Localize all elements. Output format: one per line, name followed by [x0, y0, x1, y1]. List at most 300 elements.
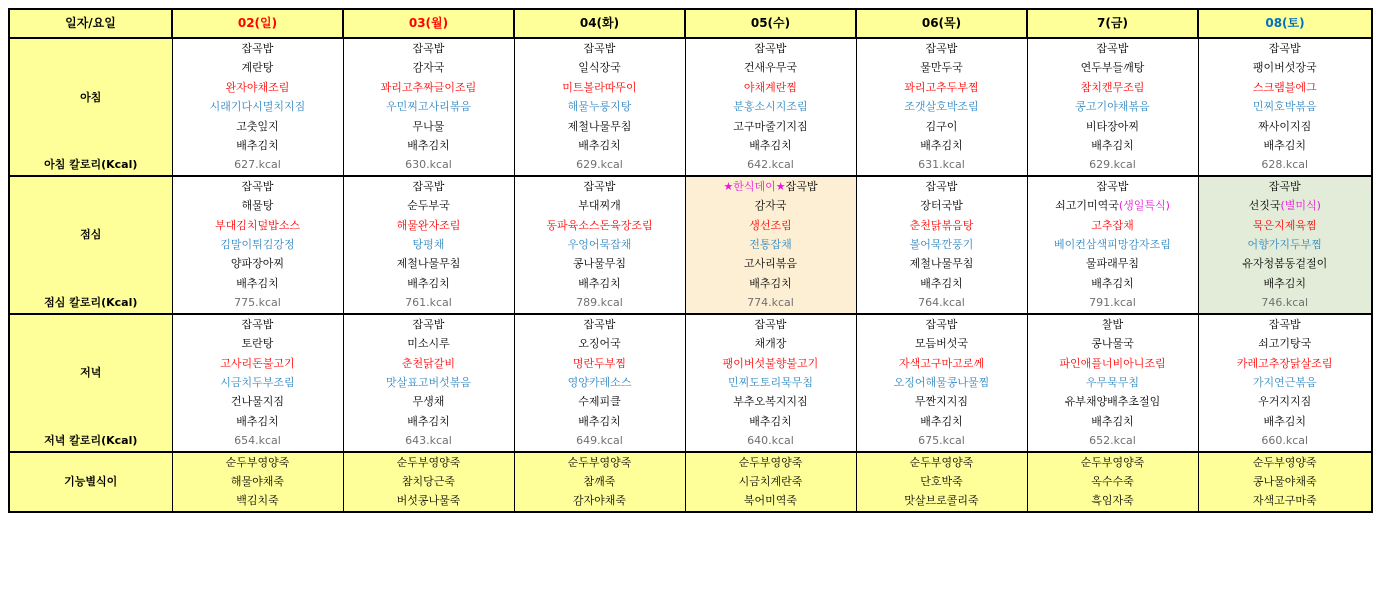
menu-item	[343, 97, 514, 116]
dinner-row	[9, 334, 1372, 353]
menu-item	[343, 38, 514, 58]
menu-item	[1198, 235, 1372, 254]
menu-item-text: 자색고구마고로께	[898, 356, 984, 370]
special-diet-item: 흑임자죽	[1027, 491, 1198, 511]
menu-item	[1027, 373, 1198, 392]
menu-item	[172, 117, 343, 136]
menu-item	[685, 392, 856, 411]
menu-item-text: 배추김치	[578, 276, 621, 290]
menu-item-text: 배추김치	[236, 139, 279, 153]
menu-item-text: 묵은지제육찜	[1252, 218, 1317, 232]
menu-item-text: 배추김치	[407, 139, 450, 153]
calorie-label: 점심 칼로리(Kcal)	[9, 293, 172, 313]
menu-item-text: 미소시루	[407, 337, 450, 351]
menu-item-text: 잡곡밥	[1096, 42, 1129, 55]
menu-item	[514, 117, 685, 136]
menu-item-text: 콩고기야채볶음	[1075, 100, 1150, 114]
special-diet-item: 콩나물야채죽	[1198, 472, 1372, 491]
menu-item-text: 베이컨삼색피망감자조림	[1054, 238, 1171, 252]
special-diet-item: 순두부영양죽	[343, 452, 514, 472]
menu-item-text: 고구마줄기지짐	[733, 119, 808, 133]
day-header: 03(월)	[343, 9, 514, 38]
menu-item	[514, 176, 685, 196]
menu-item	[1198, 412, 1372, 431]
menu-item	[343, 373, 514, 392]
menu-item	[343, 58, 514, 77]
menu-item-text: 양파장아찌	[230, 257, 285, 271]
menu-item	[856, 117, 1027, 136]
menu-item	[685, 354, 856, 373]
menu-item	[514, 235, 685, 254]
menu-item-text: 콩나물무침	[572, 257, 627, 271]
menu-item	[514, 354, 685, 373]
calorie-value: 642.kcal	[685, 155, 856, 175]
menu-item-suffix: 잡곡밥	[785, 179, 818, 193]
menu-item-text: 어향가지두부찜	[1247, 238, 1322, 252]
menu-item-text: 배추김치	[236, 276, 279, 290]
menu-item	[343, 314, 514, 334]
menu-item	[856, 196, 1027, 215]
menu-item	[1198, 373, 1372, 392]
special-diet-item: 해물야채죽	[172, 472, 343, 491]
menu-item-text: 잡곡밥	[925, 179, 958, 193]
menu-item	[1027, 97, 1198, 116]
menu-item-text: 오징어국	[578, 337, 621, 351]
menu-item-text: 배추김치	[407, 414, 450, 428]
menu-item-text: 김말이튀김강정	[220, 238, 295, 252]
calorie-value: 660.kcal	[1198, 431, 1372, 451]
calorie-label: 아침 칼로리(Kcal)	[9, 155, 172, 175]
dinner-row	[9, 412, 1372, 431]
menu-item-text: 민찌도토리묵무침	[727, 375, 813, 389]
day-header: 06(목)	[856, 9, 1027, 38]
breakfast-row	[9, 38, 1372, 58]
header-row	[9, 9, 1372, 38]
menu-item	[856, 314, 1027, 334]
menu-item-text: 잡곡밥	[241, 179, 274, 193]
menu-item-text: 고사리볶음	[743, 257, 798, 271]
menu-item	[172, 97, 343, 116]
menu-item-text: 우거지지짐	[1258, 395, 1312, 409]
menu-item	[1027, 196, 1198, 215]
menu-item	[172, 314, 343, 334]
menu-item-text: 부대김치덮밥소스	[214, 218, 300, 232]
breakfast-row	[9, 58, 1372, 77]
weekly-meal-table	[8, 8, 1373, 513]
day-header: 02(일)	[172, 9, 343, 38]
menu-item-text: 잡곡밥	[412, 42, 445, 55]
calorie-value: 628.kcal	[1198, 155, 1372, 175]
menu-item-suffix: (별미식)	[1280, 199, 1321, 213]
calorie-value: 746.kcal	[1198, 293, 1372, 313]
menu-item	[1027, 354, 1198, 373]
menu-item	[685, 373, 856, 392]
menu-item-text: 잡곡밥	[1268, 179, 1301, 193]
menu-item	[856, 38, 1027, 58]
menu-item	[343, 235, 514, 254]
menu-item-text: 영양카레소스	[567, 375, 632, 389]
menu-item-text: 민찌호박볶음	[1252, 100, 1317, 114]
menu-item	[514, 97, 685, 116]
lunch-row	[9, 254, 1372, 273]
menu-item-text: 우무묵무침	[1085, 375, 1140, 389]
calorie-value: 640.kcal	[685, 431, 856, 451]
menu-item-text: 일식장국	[578, 61, 621, 75]
special-diet-item: 참치당근죽	[343, 472, 514, 491]
menu-item	[685, 216, 856, 235]
menu-item	[685, 97, 856, 116]
menu-item-text: 잡곡밥	[412, 179, 445, 193]
menu-item-text: 제철나물무침	[909, 257, 974, 271]
menu-item-text: 탕평채	[412, 238, 445, 252]
menu-item	[1198, 78, 1372, 97]
menu-item	[1198, 136, 1372, 155]
calorie-value: 627.kcal	[172, 155, 343, 175]
menu-item-text: 잡곡밥	[1268, 317, 1301, 331]
calorie-value: 652.kcal	[1027, 431, 1198, 451]
menu-item-text: 잡곡밥	[1268, 42, 1301, 55]
menu-item-text: 고추잡채	[1091, 218, 1134, 232]
special-diet-item: 옥수수죽	[1027, 472, 1198, 491]
special-diet-item: 순두부영양죽	[172, 452, 343, 472]
menu-item-text: 배추김치	[407, 276, 450, 290]
menu-item	[1198, 354, 1372, 373]
menu-item	[1027, 254, 1198, 273]
menu-item	[685, 235, 856, 254]
menu-item	[685, 78, 856, 97]
menu-item	[1198, 58, 1372, 77]
calorie-value: 789.kcal	[514, 293, 685, 313]
menu-item	[856, 392, 1027, 411]
menu-item-text: 배추김치	[1263, 276, 1306, 290]
menu-item-text: 배추김치	[1091, 414, 1134, 428]
menu-item	[343, 78, 514, 97]
calorie-value: 654.kcal	[172, 431, 343, 451]
menu-item-text: 시래기다시멸치지짐	[209, 100, 306, 114]
menu-item-text: 배추김치	[749, 276, 792, 290]
breakfast-row	[9, 117, 1372, 136]
menu-item-text: 조갯살호박조림	[904, 100, 979, 114]
calorie-value: 649.kcal	[514, 431, 685, 451]
menu-item	[1027, 392, 1198, 411]
menu-item	[343, 412, 514, 431]
special-diet-item: 자색고구마죽	[1198, 491, 1372, 511]
menu-item	[514, 216, 685, 235]
menu-item	[685, 254, 856, 273]
special-diet-item: 참깨죽	[514, 472, 685, 491]
menu-item	[1198, 176, 1372, 196]
special-diet-row	[9, 472, 1372, 491]
calorie-value: 630.kcal	[343, 155, 514, 175]
menu-item-text: 짜사이지짐	[1258, 119, 1312, 133]
dinner-row	[9, 354, 1372, 373]
menu-item	[685, 334, 856, 353]
lunch-row	[9, 274, 1372, 293]
menu-item-text: 김구이	[925, 119, 958, 133]
menu-item-text: 배추김치	[1091, 276, 1134, 290]
menu-item-text: 부대찌개	[578, 199, 621, 213]
menu-item-text: 배추김치	[1263, 139, 1306, 153]
menu-item	[1027, 334, 1198, 353]
calorie-value: 629.kcal	[514, 155, 685, 175]
header-label: 일자/요일	[9, 9, 172, 38]
menu-item-text: 감자국	[754, 199, 787, 213]
special-diet-row	[9, 452, 1372, 472]
menu-item-text: 맛살표고버섯볶음	[385, 375, 471, 389]
menu-item	[685, 136, 856, 155]
menu-item-text: 미트볼라따뚜이	[562, 80, 637, 94]
menu-item	[514, 136, 685, 155]
menu-item-text: 잡곡밥	[583, 42, 616, 55]
menu-item-text: 해물완자조림	[396, 218, 461, 232]
calorie-value: 764.kcal	[856, 293, 1027, 313]
menu-item-text: 토란탕	[241, 337, 274, 351]
day-header: 04(화)	[514, 9, 685, 38]
menu-item-text: 장터국밥	[920, 199, 963, 213]
menu-item-text: 배추김치	[1263, 414, 1306, 428]
dinner-calorie-row	[9, 431, 1372, 451]
lunch-row	[9, 196, 1372, 215]
menu-item	[1027, 136, 1198, 155]
menu-item	[685, 314, 856, 334]
menu-item-text: 파인애플너비아니조림	[1059, 356, 1166, 370]
menu-item	[514, 58, 685, 77]
menu-item	[343, 392, 514, 411]
menu-item-text: 우엉어묵잡채	[567, 238, 632, 252]
calorie-value: 775.kcal	[172, 293, 343, 313]
menu-item-text: 제철나물무침	[567, 119, 632, 133]
menu-item	[1027, 314, 1198, 334]
menu-item	[172, 38, 343, 58]
menu-item-text: 물만두국	[920, 61, 963, 75]
menu-item-text: 고춧잎지	[236, 119, 279, 133]
menu-item-text: 카레고추장닭살조림	[1236, 356, 1333, 370]
dinner-row	[9, 392, 1372, 411]
menu-item-text: 잡곡밥	[925, 317, 958, 331]
menu-item	[856, 334, 1027, 353]
special-diet-item: 시금치계란죽	[685, 472, 856, 491]
menu-body	[9, 38, 1372, 512]
menu-item-text: 해물탕	[241, 199, 274, 213]
menu-item-text: 생선조림	[749, 218, 792, 232]
menu-item-text: 동파육소스돈육장조림	[546, 218, 653, 232]
menu-item-text: 물파래무침	[1085, 257, 1140, 271]
lunch-row	[9, 216, 1372, 235]
menu-item	[172, 235, 343, 254]
menu-item-text: 부추오복지지짐	[733, 395, 808, 409]
menu-item	[343, 117, 514, 136]
special-diet-item: 순두부영양죽	[1198, 452, 1372, 472]
breakfast-row	[9, 97, 1372, 116]
menu-item	[172, 274, 343, 293]
menu-item	[1198, 392, 1372, 411]
menu-item	[343, 274, 514, 293]
special-diet-item: 감자야채죽	[514, 491, 685, 511]
menu-item	[1027, 78, 1198, 97]
menu-item-text: 모듬버섯국	[914, 337, 969, 351]
calorie-value: 761.kcal	[343, 293, 514, 313]
menu-item	[343, 176, 514, 196]
menu-item	[685, 196, 856, 215]
menu-item-text: 잡곡밥	[241, 317, 274, 331]
menu-item-text: 수제피클	[578, 395, 621, 409]
lunch-row	[9, 176, 1372, 196]
menu-item-text: 오징어해물콩나물찜	[893, 375, 990, 389]
menu-item	[172, 136, 343, 155]
menu-item	[1027, 117, 1198, 136]
menu-item	[856, 136, 1027, 155]
menu-item-text: 연두부들깨탕	[1080, 61, 1145, 75]
special-diet-item: 버섯콩나물죽	[343, 491, 514, 511]
menu-item	[1027, 38, 1198, 58]
menu-item	[172, 412, 343, 431]
menu-item	[856, 354, 1027, 373]
special-diet-label: 기능별식이	[9, 452, 172, 512]
menu-item	[514, 78, 685, 97]
menu-item	[685, 58, 856, 77]
menu-item	[856, 274, 1027, 293]
menu-item	[172, 334, 343, 353]
menu-item-text: 무나물	[412, 119, 445, 133]
day-header: 7(금)	[1027, 9, 1198, 38]
menu-item-text: 분홍소시지조림	[733, 100, 808, 114]
menu-item-text: 배추김치	[1091, 139, 1134, 153]
menu-item	[685, 176, 856, 196]
menu-item-text: 건새우무국	[743, 61, 798, 75]
menu-item-text: 야채계란찜	[743, 80, 798, 94]
menu-item	[343, 196, 514, 215]
menu-item-text: 잡곡밥	[583, 317, 616, 331]
menu-item	[1198, 334, 1372, 353]
menu-item	[1198, 254, 1372, 273]
menu-item-text: 우민찌고사리볶음	[385, 100, 471, 114]
menu-item-text: 유부채양배추초절임	[1064, 395, 1161, 409]
menu-item	[343, 254, 514, 273]
meal-label-lunch: 점심	[9, 176, 172, 293]
menu-item-text: 볼어묵깐풍기	[909, 238, 974, 252]
calorie-label: 저녁 칼로리(Kcal)	[9, 431, 172, 451]
menu-item-text: 잡곡밥	[925, 42, 958, 55]
menu-item-text: 팽이버섯불향불고기	[722, 356, 819, 370]
menu-item-text: 선짓국	[1248, 199, 1281, 213]
day-header: 08(토)	[1198, 9, 1372, 38]
menu-item-text: 무생채	[412, 395, 445, 409]
menu-item-text: 콩나물국	[1091, 337, 1134, 351]
special-diet-item: 순두부영양죽	[1027, 452, 1198, 472]
menu-item-text: 비타장아찌	[1085, 119, 1140, 133]
menu-item	[856, 373, 1027, 392]
menu-item-text: 계란탕	[241, 61, 274, 75]
day-header: 05(수)	[685, 9, 856, 38]
menu-item-text: 배추김치	[578, 139, 621, 153]
menu-item-text: 무짠지지짐	[914, 395, 969, 409]
menu-item	[1198, 38, 1372, 58]
menu-item	[1198, 216, 1372, 235]
calorie-value: 631.kcal	[856, 155, 1027, 175]
menu-item	[856, 216, 1027, 235]
menu-item-text: 꽈리고추짜글이조림	[380, 80, 477, 94]
menu-item-text: 춘천닭볶음탕	[909, 218, 974, 232]
menu-item-text: 고사리돈불고기	[220, 356, 295, 370]
menu-item-text: 배추김치	[578, 414, 621, 428]
menu-item-text: 배추김치	[236, 414, 279, 428]
menu-item-text: 찰밥	[1101, 317, 1124, 331]
special-diet-item: 순두부영양죽	[514, 452, 685, 472]
calorie-value: 774.kcal	[685, 293, 856, 313]
menu-item	[1198, 314, 1372, 334]
menu-item	[1198, 274, 1372, 293]
menu-item-text: 팽이버섯장국	[1252, 61, 1317, 75]
menu-item	[685, 117, 856, 136]
menu-item-suffix: (생일특식)	[1118, 199, 1170, 213]
menu-item-text: 감자국	[412, 61, 445, 75]
menu-item-text: 배추김치	[920, 139, 963, 153]
menu-item	[856, 97, 1027, 116]
menu-item	[172, 216, 343, 235]
menu-item-text: 완자야채조림	[225, 80, 290, 94]
menu-item	[514, 314, 685, 334]
breakfast-row	[9, 78, 1372, 97]
menu-item-text: 잡곡밥	[412, 317, 445, 331]
menu-item	[514, 412, 685, 431]
menu-item	[856, 412, 1027, 431]
menu-item-text: 시금치두부조림	[220, 375, 295, 389]
special-diet-item: 순두부영양죽	[856, 452, 1027, 472]
menu-item	[172, 354, 343, 373]
menu-item-text: 제철나물무침	[396, 257, 461, 271]
menu-item	[514, 274, 685, 293]
menu-item-text: 배추김치	[749, 414, 792, 428]
menu-item	[172, 196, 343, 215]
menu-item	[514, 373, 685, 392]
menu-item	[1027, 412, 1198, 431]
special-diet-item: 북어미역죽	[685, 491, 856, 511]
menu-item-text: 배추김치	[920, 276, 963, 290]
meal-label-dinner: 저녁	[9, 314, 172, 431]
menu-item-text: 채개장	[754, 337, 787, 351]
calorie-value: 629.kcal	[1027, 155, 1198, 175]
menu-item	[856, 176, 1027, 196]
breakfast-calorie-row	[9, 155, 1372, 175]
menu-item	[1027, 58, 1198, 77]
menu-item	[856, 78, 1027, 97]
menu-item-text: 참치캔무조림	[1080, 80, 1145, 94]
menu-item	[1198, 97, 1372, 116]
lunch-calorie-row	[9, 293, 1372, 313]
menu-item-text: 잡곡밥	[754, 42, 787, 55]
menu-item-text: 쇠고기탕국	[1258, 337, 1312, 351]
special-diet-item: 순두부영양죽	[685, 452, 856, 472]
menu-item-text: 가지연근볶음	[1252, 375, 1317, 389]
menu-item	[514, 196, 685, 215]
menu-item	[172, 176, 343, 196]
menu-item-text: 건나물지짐	[230, 395, 285, 409]
menu-item-text: 잡곡밥	[583, 179, 616, 193]
menu-item	[1027, 216, 1198, 235]
menu-item	[514, 392, 685, 411]
breakfast-row	[9, 136, 1372, 155]
menu-item-text: 쇠고기미역국	[1055, 199, 1119, 213]
menu-item	[172, 78, 343, 97]
menu-item	[856, 254, 1027, 273]
menu-item	[1027, 176, 1198, 196]
menu-item-text: 잡곡밥	[241, 42, 274, 55]
dinner-row	[9, 314, 1372, 334]
menu-item-text: 해물누룽지탕	[567, 100, 632, 114]
menu-item-text: 꽈리고추두부찜	[904, 80, 979, 94]
menu-item	[172, 392, 343, 411]
menu-item	[343, 334, 514, 353]
